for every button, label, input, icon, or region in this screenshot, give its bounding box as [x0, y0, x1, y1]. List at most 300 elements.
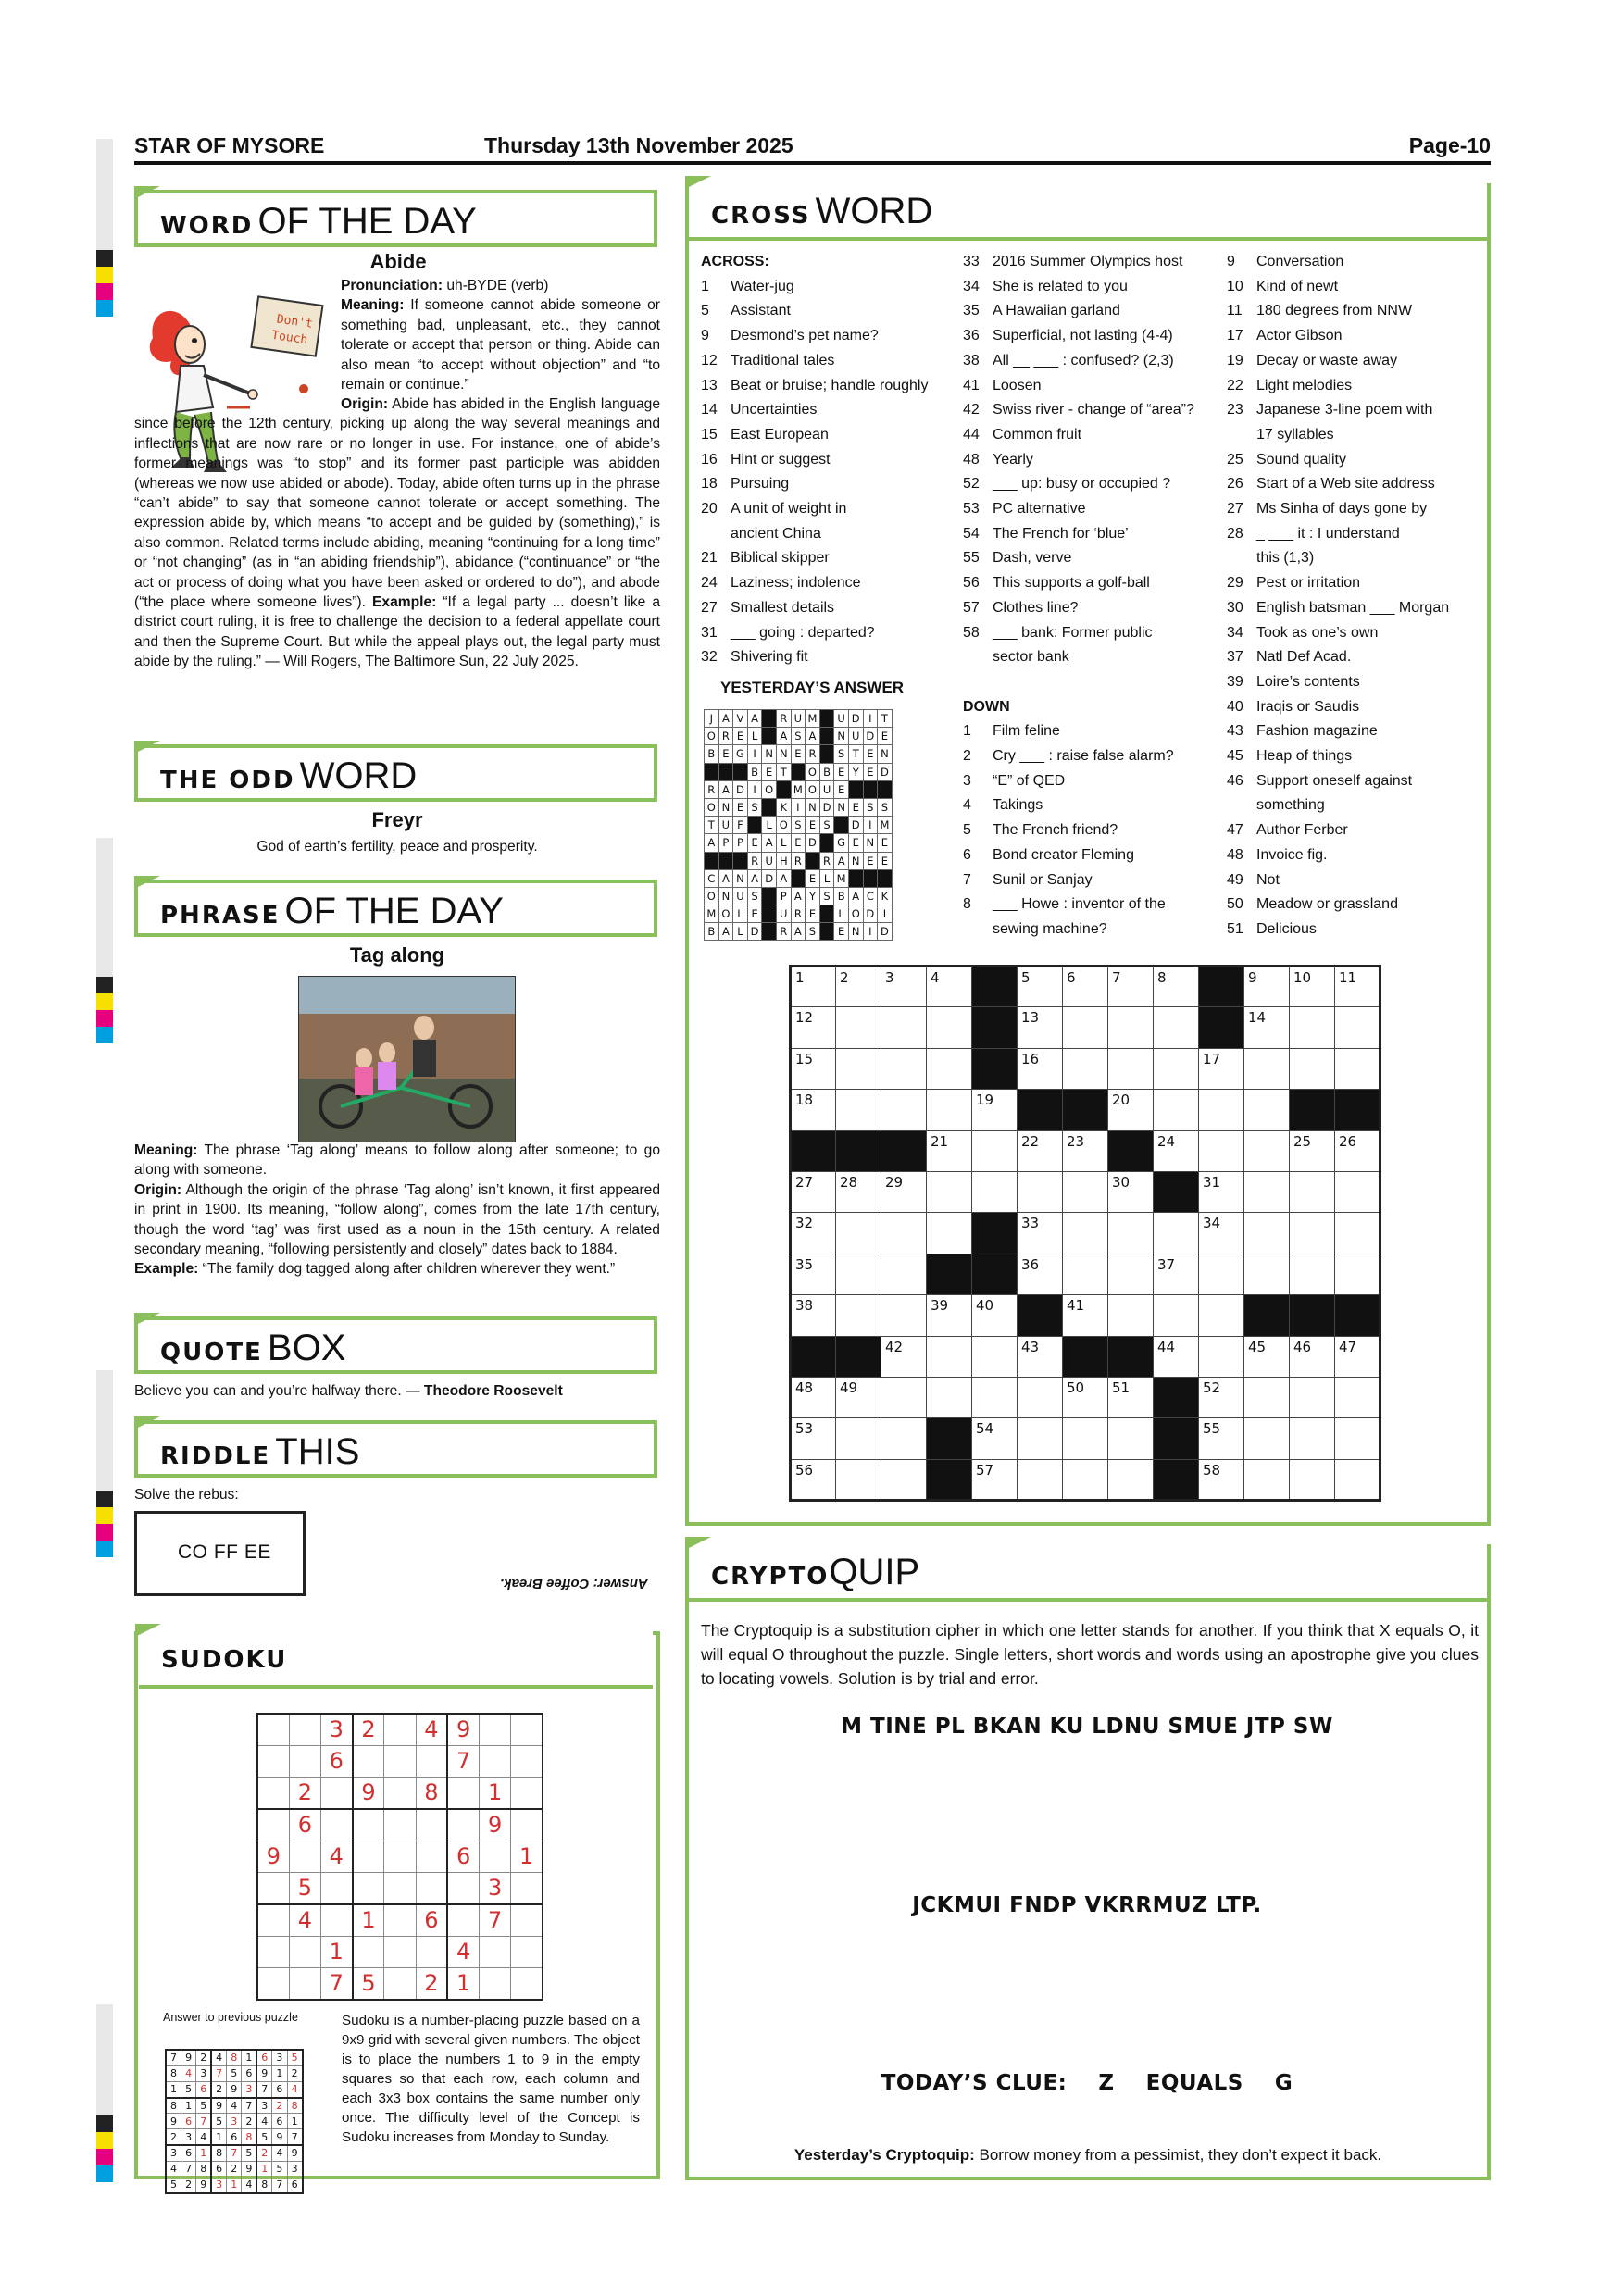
crossword-cell[interactable] [972, 1130, 1018, 1171]
crossword-cell[interactable]: 22 [1018, 1130, 1063, 1171]
crossword-cell[interactable] [881, 1418, 927, 1459]
crossword-cell[interactable] [1290, 1254, 1335, 1294]
publication-name: STAR OF MYSORE [134, 133, 325, 157]
answer-letter-cell: A [776, 869, 791, 887]
crossword-cell[interactable] [1244, 1171, 1290, 1212]
sudoku-cell[interactable] [447, 1904, 479, 1936]
crossword-cell[interactable]: 30 [1108, 1171, 1154, 1212]
sudoku-cell[interactable] [353, 1745, 384, 1777]
crossword-block-cell [972, 1007, 1018, 1048]
crossword-cell[interactable] [1154, 1048, 1199, 1089]
crossword-cell[interactable] [1199, 1090, 1244, 1130]
sudoku-cell[interactable] [384, 1904, 416, 1936]
sudoku-cell[interactable] [353, 1841, 384, 1872]
crossword-cell[interactable] [1063, 1048, 1108, 1089]
sudoku-cell[interactable]: 9 [447, 1714, 479, 1745]
clue-number: 18 [701, 476, 718, 493]
crossword-cell[interactable] [1244, 1048, 1290, 1089]
crossword-cell[interactable] [1154, 1295, 1199, 1336]
crossword-cell[interactable]: 14 [1244, 1007, 1290, 1048]
sudoku-cell[interactable] [384, 1841, 416, 1872]
crossword-cell[interactable]: 35 [791, 1254, 836, 1294]
crossword-cell[interactable] [1290, 1377, 1335, 1417]
sudoku-cell[interactable] [257, 1872, 289, 1903]
sudoku-cell[interactable]: 9 [353, 1778, 384, 1809]
riddle-answer: Answer: Coffee Break. [500, 1576, 648, 1591]
sudoku-cell[interactable]: 6 [416, 1904, 447, 1936]
crossword-cell[interactable]: 4 [927, 967, 972, 1007]
crossword-cell[interactable] [1335, 1171, 1380, 1212]
crossword-cell[interactable] [1290, 1418, 1335, 1459]
crossword-cell[interactable] [972, 1171, 1018, 1212]
crossword-cell[interactable]: 12 [791, 1007, 836, 1048]
word-of-day-header [134, 190, 657, 247]
crossword-cell[interactable]: 38 [791, 1295, 836, 1336]
crossword-cell[interactable] [1154, 1007, 1199, 1048]
riddle-prompt: Solve the rebus: [134, 1487, 239, 1503]
crossword-cell[interactable]: 26 [1335, 1130, 1380, 1171]
yesterday-cryptoquip-text: Borrow money from a pessimist, they don’t expect it back. [974, 2146, 1382, 2164]
answer-letter-cell: G [733, 745, 748, 763]
crossword-cell[interactable]: 41 [1063, 1295, 1108, 1336]
crossword-cell[interactable] [1108, 1295, 1154, 1336]
crossword-cell[interactable]: 51 [1108, 1377, 1154, 1417]
crossword-cell[interactable] [1063, 1254, 1108, 1294]
answer-letter-cell: N [834, 798, 849, 816]
sudoku-cell[interactable]: 2 [289, 1778, 320, 1809]
crossword-cell[interactable] [1154, 1090, 1199, 1130]
crossword-cell[interactable]: 1 [791, 967, 836, 1007]
crossword-cell[interactable] [1108, 1048, 1154, 1089]
sudoku-answer-cell: 9 [287, 2145, 302, 2161]
crossword-cell[interactable] [1199, 1336, 1244, 1377]
sudoku-cell[interactable] [289, 1967, 320, 1999]
answer-letter-cell: M [834, 869, 849, 887]
crossword-cell[interactable] [927, 1213, 972, 1254]
crossword-cell[interactable]: 39 [927, 1295, 972, 1336]
answer-letter-cell: S [863, 798, 878, 816]
crossword-cell[interactable] [1290, 1048, 1335, 1089]
crossword-cell[interactable]: 33 [1018, 1213, 1063, 1254]
crossword-cell[interactable]: 50 [1063, 1377, 1108, 1417]
answer-letter-cell: I [747, 780, 762, 798]
crossword-cell[interactable]: 40 [972, 1295, 1018, 1336]
crossword-cell[interactable]: 36 [1018, 1254, 1063, 1294]
crossword-block-cell [1244, 1295, 1290, 1336]
clue-text: Water-jug [731, 278, 794, 294]
clue-number: 9 [1227, 254, 1235, 269]
crossword-cell[interactable] [1290, 1171, 1335, 1212]
answer-letter-cell: D [848, 817, 863, 834]
answer-block-cell [762, 710, 777, 728]
answer-letter-cell: L [776, 834, 791, 852]
sudoku-cell[interactable]: 8 [416, 1778, 447, 1809]
crossword-cell[interactable] [927, 1336, 972, 1377]
crossword-cell[interactable] [927, 1007, 972, 1048]
crossword-clue [1227, 818, 1491, 843]
clue-number: 15 [701, 426, 718, 443]
crossword-cell[interactable] [881, 1295, 927, 1336]
crossword-block-cell [927, 1254, 972, 1294]
clue-number: 39 [1227, 673, 1243, 690]
crossword-cell[interactable] [1199, 1254, 1244, 1294]
answer-letter-cell: E [848, 834, 863, 852]
sudoku-cell[interactable] [257, 1809, 289, 1841]
sudoku-cell[interactable] [384, 1809, 416, 1841]
crossword-cell[interactable]: 43 [1018, 1336, 1063, 1377]
crossword-clue [963, 275, 1231, 300]
crossword-cell[interactable] [1108, 1007, 1154, 1048]
clue-text: Yearly [993, 451, 1033, 468]
sudoku-answer-cell: 6 [181, 2114, 195, 2129]
crossword-cell[interactable]: 8 [1154, 967, 1199, 1007]
sudoku-answer-cell: 1 [272, 2065, 287, 2081]
sudoku-cell[interactable] [479, 1936, 510, 1967]
sudoku-cell[interactable]: 1 [320, 1936, 352, 1967]
crossword-cell[interactable] [1108, 1459, 1154, 1500]
crossword-cell[interactable]: 52 [1199, 1377, 1244, 1417]
sudoku-cell[interactable] [384, 1714, 416, 1745]
across-label: ACROSS: [701, 254, 769, 269]
clue-text: Clothes line? [993, 599, 1079, 616]
crossword-cell[interactable] [836, 1007, 881, 1048]
crossword-cell[interactable] [836, 1418, 881, 1459]
crossword-cell[interactable] [836, 1459, 881, 1500]
crossword-cell[interactable]: 5 [1018, 967, 1063, 1007]
sudoku-cell[interactable]: 4 [416, 1714, 447, 1745]
sudoku-cell[interactable] [479, 1967, 510, 1999]
clue-number: 51 [1227, 920, 1243, 937]
clue-text: Laziness; indolence [731, 575, 861, 592]
crossword-cell[interactable]: 46 [1290, 1336, 1335, 1377]
clue-number: 25 [1227, 451, 1243, 468]
answer-block-cell [863, 869, 878, 887]
sudoku-cell[interactable] [289, 1936, 320, 1967]
crossword-cell[interactable]: 18 [791, 1090, 836, 1130]
crossword-cell[interactable] [881, 1007, 927, 1048]
crossword-clue [963, 596, 1231, 621]
crossword-cell[interactable] [881, 1090, 927, 1130]
sudoku-cell[interactable] [320, 1872, 352, 1903]
sudoku-cell[interactable] [447, 1809, 479, 1841]
answer-letter-cell: I [878, 905, 893, 923]
sudoku-cell[interactable]: 7 [447, 1745, 479, 1777]
sudoku-cell[interactable] [289, 1745, 320, 1777]
crossword-cell[interactable] [1335, 1418, 1380, 1459]
crossword-cell[interactable] [1018, 1171, 1063, 1212]
sudoku-cell[interactable] [257, 1714, 289, 1745]
crossword-cell[interactable]: 20 [1108, 1090, 1154, 1130]
crossword-cell[interactable] [1063, 1007, 1108, 1048]
sudoku-cell[interactable] [447, 1778, 479, 1809]
sudoku-cell[interactable] [353, 1936, 384, 1967]
crossword-cell[interactable]: 19 [972, 1090, 1018, 1130]
sudoku-cell[interactable]: 6 [447, 1841, 479, 1872]
crossword-cell[interactable] [1199, 1295, 1244, 1336]
clue-text: Sunil or Sanjay [993, 871, 1093, 888]
crossword-cell[interactable]: 44 [1154, 1336, 1199, 1377]
crossword-cell[interactable] [927, 1377, 972, 1417]
sudoku-cell[interactable] [320, 1904, 352, 1936]
crossword-cell[interactable]: 17 [1199, 1048, 1244, 1089]
crossword-clue [1227, 398, 1491, 423]
sudoku-cell[interactable]: 1 [447, 1967, 479, 1999]
crossword-cell[interactable]: 56 [791, 1459, 836, 1500]
answer-letter-cell: E [747, 834, 762, 852]
crossword-cell[interactable]: 58 [1199, 1459, 1244, 1500]
answer-block-cell [791, 869, 806, 887]
registration-bar-bottom [96, 2004, 113, 2182]
crossword-cell[interactable] [1244, 1130, 1290, 1171]
sudoku-cell[interactable] [384, 1872, 416, 1903]
answer-letter-cell: A [806, 728, 820, 745]
answer-letter-cell: S [819, 887, 834, 905]
crossword-cell[interactable] [927, 1090, 972, 1130]
crossword-cell[interactable]: 16 [1018, 1048, 1063, 1089]
crossword-cell[interactable]: 3 [881, 967, 927, 1007]
crossword-cell[interactable] [1108, 1254, 1154, 1294]
sudoku-cell[interactable] [416, 1936, 447, 1967]
sudoku-cell[interactable]: 4 [447, 1936, 479, 1967]
crossword-cell[interactable] [836, 1254, 881, 1294]
crossword-cell[interactable] [1108, 1213, 1154, 1254]
crossword-cell[interactable] [1063, 1459, 1108, 1500]
crossword-cell[interactable]: 13 [1018, 1007, 1063, 1048]
clue-text: ___ going : departed? [731, 624, 875, 641]
crossword-cell[interactable] [1063, 1213, 1108, 1254]
sudoku-cell[interactable] [511, 1872, 543, 1903]
crossword-grid[interactable] [789, 965, 1381, 1502]
crossword-cell[interactable] [1244, 1418, 1290, 1459]
sudoku-cell[interactable]: 4 [289, 1904, 320, 1936]
answer-block-cell [762, 905, 777, 923]
sudoku-cell[interactable]: 9 [257, 1841, 289, 1872]
crossword-cell[interactable] [1108, 1418, 1154, 1459]
answer-letter-cell: O [806, 780, 820, 798]
crossword-cell[interactable] [927, 1171, 972, 1212]
sudoku-cell[interactable]: 3 [479, 1872, 510, 1903]
answer-letter-cell: O [705, 728, 719, 745]
crossword-cell[interactable] [1335, 1377, 1380, 1417]
crossword-cell[interactable] [1244, 1377, 1290, 1417]
crossword-cell[interactable] [881, 1213, 927, 1254]
sudoku-cell[interactable]: 1 [511, 1841, 543, 1872]
crossword-cell[interactable] [836, 1295, 881, 1336]
sudoku-cell[interactable] [320, 1809, 352, 1841]
sudoku-cell[interactable]: 2 [416, 1967, 447, 1999]
crossword-cell[interactable] [1018, 1418, 1063, 1459]
clue-number: 46 [1227, 772, 1243, 789]
crossword-cell[interactable] [836, 1048, 881, 1089]
answer-letter-cell: A [718, 780, 733, 798]
sudoku-cell[interactable]: 7 [479, 1904, 510, 1936]
crossword-clue [701, 621, 960, 646]
clue-text: Not [1256, 871, 1280, 888]
sudoku-cell[interactable] [479, 1745, 510, 1777]
crossword-clue [701, 596, 960, 621]
clue-number: 43 [1227, 723, 1243, 740]
crossword-cell[interactable] [1290, 1213, 1335, 1254]
crossword-cell[interactable]: 53 [791, 1418, 836, 1459]
crossword-cell[interactable] [1018, 1377, 1063, 1417]
crossword-cell[interactable] [881, 1377, 927, 1417]
crossword-cell[interactable] [1335, 1048, 1380, 1089]
sudoku-cell[interactable] [289, 1714, 320, 1745]
crossword-cell[interactable] [881, 1254, 927, 1294]
crossword-cell[interactable] [972, 1377, 1018, 1417]
sudoku-cell[interactable]: 5 [289, 1872, 320, 1903]
crossword-clue [963, 324, 1231, 349]
sudoku-cell[interactable] [384, 1967, 416, 1999]
sudoku-cell[interactable] [416, 1745, 447, 1777]
sudoku-cell[interactable] [416, 1872, 447, 1903]
crossword-cell[interactable] [1244, 1090, 1290, 1130]
sudoku-cell[interactable] [511, 1936, 543, 1967]
cryptoquip-head-strong: CRYPTO [711, 1563, 830, 1591]
crossword-cell[interactable]: 37 [1154, 1254, 1199, 1294]
answer-letter-cell: N [848, 923, 863, 941]
crossword-clue [963, 621, 1231, 646]
sudoku-cell[interactable] [511, 1745, 543, 1777]
sudoku-cell[interactable]: 6 [289, 1809, 320, 1841]
crossword-cell[interactable]: 28 [836, 1171, 881, 1212]
sudoku-cell[interactable] [257, 1967, 289, 1999]
crossword-cell[interactable] [1335, 1254, 1380, 1294]
sudoku-cell[interactable] [416, 1809, 447, 1841]
crossword-cell[interactable] [1335, 1459, 1380, 1500]
crossword-cell[interactable]: 9 [1244, 967, 1290, 1007]
sudoku-cell[interactable] [511, 1967, 543, 1999]
sudoku-cell[interactable]: 7 [320, 1967, 352, 1999]
crossword-cell[interactable]: 54 [972, 1418, 1018, 1459]
sudoku-cell[interactable] [257, 1778, 289, 1809]
crossword-cell[interactable] [1244, 1213, 1290, 1254]
crossword-cell[interactable] [1244, 1459, 1290, 1500]
sudoku-cell[interactable]: 5 [353, 1967, 384, 1999]
sudoku-cell[interactable] [384, 1745, 416, 1777]
clue-number: 20 [701, 501, 718, 518]
sudoku-cell[interactable] [384, 1936, 416, 1967]
clue-number: 54 [963, 525, 980, 542]
answer-letter-cell: G [834, 834, 849, 852]
clue-number: 31 [701, 624, 718, 641]
crossword-cell[interactable] [1018, 1459, 1063, 1500]
sudoku-cell[interactable] [353, 1809, 384, 1841]
sudoku-cell[interactable] [353, 1872, 384, 1903]
crossword-cell[interactable]: 15 [791, 1048, 836, 1089]
crossword-cell[interactable] [1154, 1213, 1199, 1254]
crossword-cell[interactable] [1244, 1254, 1290, 1294]
clue-text: _ ___ it : I understand [1256, 525, 1400, 542]
crossword-clue [1227, 299, 1491, 324]
crossword-cell[interactable] [1335, 1213, 1380, 1254]
sudoku-cell[interactable] [384, 1778, 416, 1809]
crossword-cell[interactable]: 23 [1063, 1130, 1108, 1171]
crossword-cell[interactable]: 32 [791, 1213, 836, 1254]
sudoku-cell[interactable] [320, 1778, 352, 1809]
crossword-cell[interactable]: 7 [1108, 967, 1154, 1007]
clue-text: Swiss river - change of “area”? [993, 402, 1194, 418]
crossword-cell[interactable]: 11 [1335, 967, 1380, 1007]
crossword-cell[interactable] [1335, 1007, 1380, 1048]
crossword-cell[interactable]: 2 [836, 967, 881, 1007]
crossword-cell[interactable] [1199, 1130, 1244, 1171]
sudoku-cell[interactable]: 1 [479, 1778, 510, 1809]
sudoku-answer-cell: 3 [211, 2177, 226, 2193]
crossword-cell[interactable] [927, 1048, 972, 1089]
sudoku-answer-cell: 1 [166, 2081, 181, 2097]
crossword-cell[interactable]: 49 [836, 1377, 881, 1417]
crossword-cell[interactable] [1063, 1171, 1108, 1212]
sudoku-cell[interactable]: 4 [320, 1841, 352, 1872]
crossword-cell[interactable]: 27 [791, 1171, 836, 1212]
crossword-cell[interactable]: 31 [1199, 1171, 1244, 1212]
sudoku-cell[interactable] [511, 1778, 543, 1809]
crossword-cell[interactable] [1290, 1007, 1335, 1048]
crossword-down-col3 [1227, 250, 1491, 942]
sudoku-cell[interactable]: 3 [320, 1714, 352, 1745]
sudoku-cell[interactable] [257, 1936, 289, 1967]
crossword-cell[interactable] [836, 1090, 881, 1130]
sudoku-cell[interactable] [479, 1714, 510, 1745]
clue-text: Pest or irritation [1256, 575, 1361, 592]
sudoku-cell[interactable] [257, 1904, 289, 1936]
sudoku-cell[interactable]: 6 [320, 1745, 352, 1777]
crossword-cell[interactable]: 21 [927, 1130, 972, 1171]
sudoku-answer-cell: 3 [287, 2161, 302, 2177]
crossword-cell[interactable]: 6 [1063, 967, 1108, 1007]
crossword-cell[interactable]: 55 [1199, 1418, 1244, 1459]
clue-text: ___ Howe : inventor of the [993, 896, 1166, 913]
crossword-cell[interactable]: 25 [1290, 1130, 1335, 1171]
sudoku-cell[interactable]: 2 [353, 1714, 384, 1745]
sudoku-cell[interactable] [511, 1904, 543, 1936]
crossword-cell[interactable] [881, 1459, 927, 1500]
crossword-cell[interactable] [1290, 1459, 1335, 1500]
crossword-cell[interactable]: 48 [791, 1377, 836, 1417]
crossword-cell[interactable] [881, 1048, 927, 1089]
sudoku-grid[interactable] [256, 1713, 543, 2001]
crossword-cell[interactable] [836, 1213, 881, 1254]
sudoku-answer-cell: 1 [256, 2161, 271, 2177]
sudoku-cell[interactable] [416, 1841, 447, 1872]
sudoku-cell[interactable] [257, 1745, 289, 1777]
crossword-cell[interactable]: 42 [881, 1336, 927, 1377]
sudoku-cell[interactable] [511, 1809, 543, 1841]
crossword-cell[interactable] [972, 1336, 1018, 1377]
sudoku-answer-cell: 2 [287, 2065, 302, 2081]
clue-text: This supports a golf-ball [993, 575, 1150, 592]
answer-letter-cell: O [776, 817, 791, 834]
sudoku-cell[interactable] [289, 1841, 320, 1872]
crossword-cell[interactable]: 47 [1335, 1336, 1380, 1377]
crossword-cell[interactable]: 10 [1290, 967, 1335, 1007]
answer-letter-cell: L [762, 817, 777, 834]
crossword-cell[interactable] [1063, 1418, 1108, 1459]
sudoku-cell[interactable]: 1 [353, 1904, 384, 1936]
crossword-cell[interactable]: 29 [881, 1171, 927, 1212]
sudoku-cell[interactable] [479, 1841, 510, 1872]
crossword-cell[interactable]: 45 [1244, 1336, 1290, 1377]
sudoku-cell[interactable] [447, 1872, 479, 1903]
sudoku-cell[interactable] [511, 1714, 543, 1745]
clue-number: 38 [963, 352, 980, 368]
crossword-cell[interactable]: 57 [972, 1459, 1018, 1500]
crossword-cell[interactable]: 34 [1199, 1213, 1244, 1254]
crossword-block-cell [1108, 1130, 1154, 1171]
sudoku-cell[interactable]: 9 [479, 1809, 510, 1841]
crossword-cell[interactable]: 24 [1154, 1130, 1199, 1171]
